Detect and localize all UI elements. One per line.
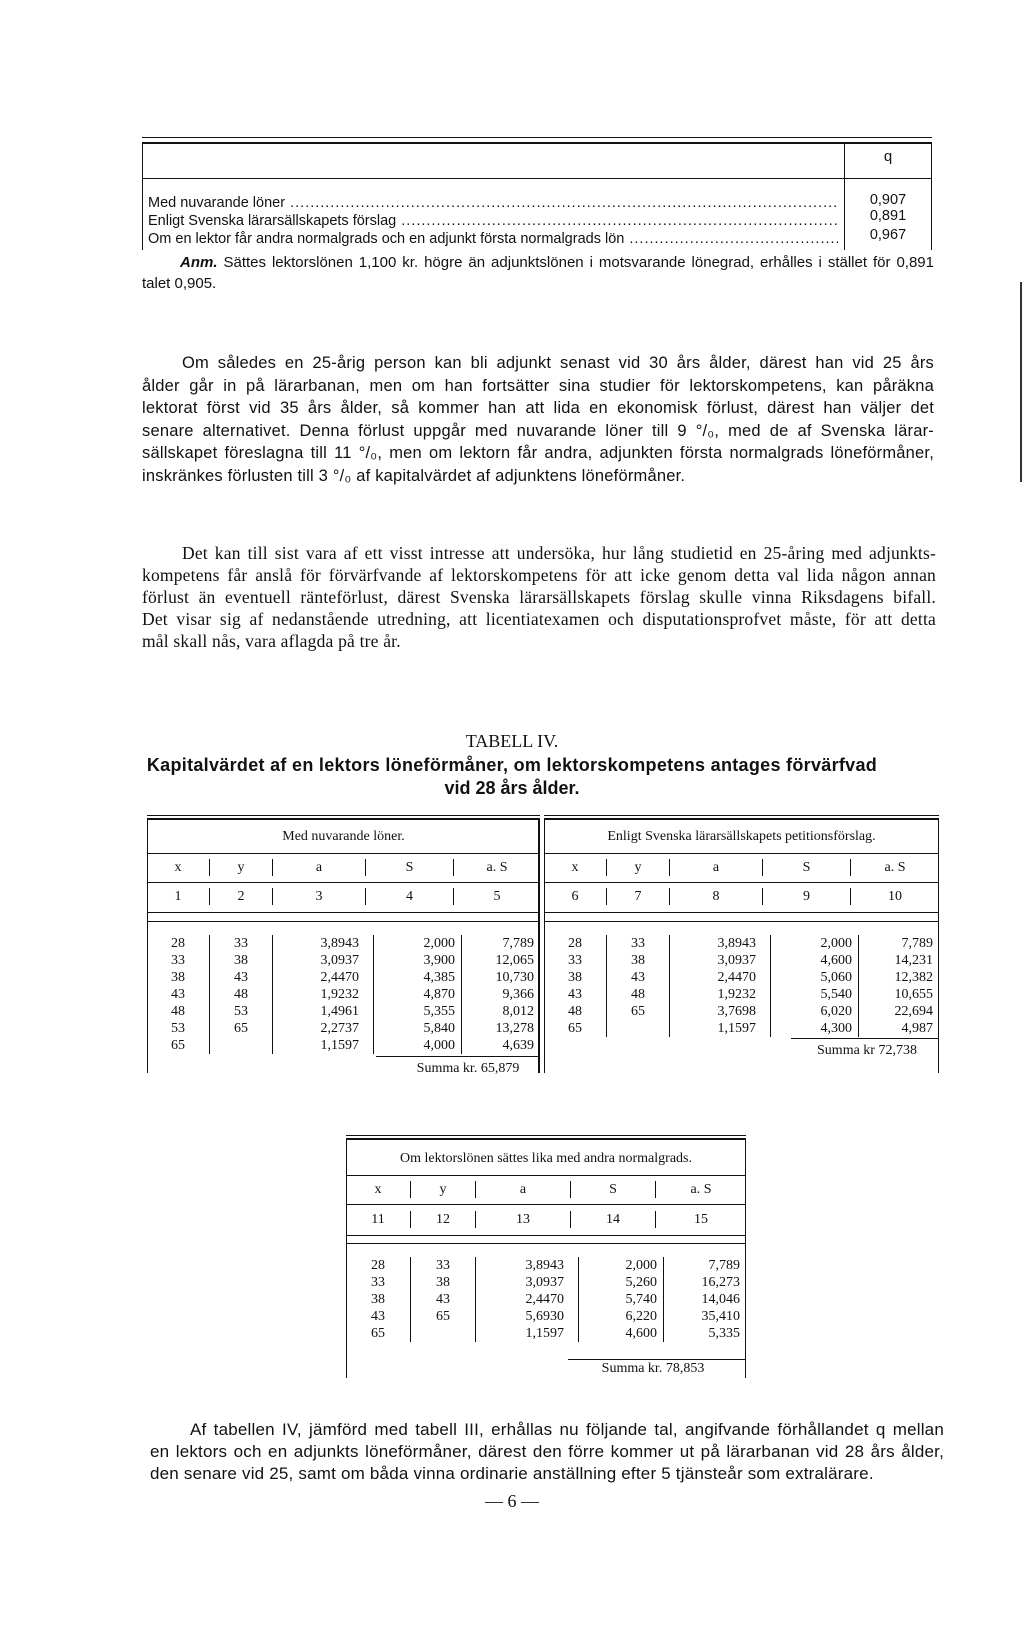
table-row (544, 952, 939, 969)
table-row (346, 1274, 746, 1291)
paragraph-line: Af tabellen IV, jämförd med tabell III, erhållas nu följande tal, angifvande förhållandet q mellan (190, 1420, 944, 1439)
header-cell: a. S (486, 859, 508, 875)
paragraph-line: kompetens får anslå för förvärfvande af lektorskompetens för att icke genom detta val lida någon annan (142, 565, 936, 585)
table-row (346, 1325, 746, 1342)
table-row (147, 969, 540, 986)
table-cell: 33 (607, 935, 670, 952)
table-cell: 14,046 (701, 1291, 740, 1307)
table-cell: 6,220 (579, 1308, 664, 1325)
table-row (147, 986, 540, 1003)
table-cell: 48 (210, 986, 273, 1003)
right-table (544, 815, 939, 1073)
table-cell: 4,385 (374, 969, 462, 986)
table-row (147, 1003, 540, 1020)
table-cell: 1,1597 (476, 1325, 579, 1342)
q-row-label: Enligt Svenska lärarsällskapets förslag ..... (148, 213, 838, 229)
table-cell: 3,0937 (670, 952, 771, 969)
page-number: — 6 — (485, 1491, 539, 1511)
table-cell: 5,840 (374, 1020, 462, 1037)
table-cell (411, 1325, 476, 1342)
table-cell: 5,355 (374, 1003, 462, 1020)
table-cell: 10,730 (495, 969, 534, 985)
table-cell: 65 (210, 1020, 273, 1037)
table-cell (607, 1020, 670, 1037)
table-row (544, 986, 939, 1003)
table-cell: 7,789 (708, 1257, 740, 1273)
table-cell: 43 (147, 986, 210, 1003)
paragraph-line: en lektors och en adjunkts löneförmåner, därest den förre kommer ut på lärarbanan vid 28 års ålder, (150, 1442, 944, 1461)
table-cell: 14,231 (894, 952, 933, 968)
q-table (142, 137, 932, 250)
left-table-header (147, 859, 540, 876)
header-cell: y (411, 1181, 476, 1198)
table-cell: 33 (544, 952, 607, 969)
table-cell: 5,335 (708, 1325, 740, 1341)
table-cell: 4,600 (771, 952, 859, 969)
paragraph-3 (150, 1419, 944, 1485)
table-cell: 28 (544, 935, 607, 952)
table-cell: 38 (346, 1291, 411, 1308)
table-cell: 38 (147, 969, 210, 986)
annotation-note (142, 252, 934, 294)
table-cell: 48 (544, 1003, 607, 1020)
table-row (544, 935, 939, 952)
column-number: 5 (493, 888, 501, 904)
table-cell: 3,0937 (476, 1274, 579, 1291)
table-cell: 43 (544, 986, 607, 1003)
header-cell: x (544, 859, 607, 876)
table-row (544, 1003, 939, 1020)
bottom-table-colnums (346, 1211, 746, 1228)
table-label: TABELL IV. (465, 731, 559, 751)
table-cell: 1,1597 (670, 1020, 771, 1037)
table-cell (210, 1037, 273, 1054)
table-cell: 53 (147, 1020, 210, 1037)
paragraph-line: Det kan till sist vara af ett visst intresse att undersöka, hur lång studietid en 25-åring med adjunkts- (182, 543, 936, 563)
table-cell: 3,0937 (273, 952, 374, 969)
table-cell: 7,789 (502, 935, 534, 951)
anm-text-continued: talet 0,905. (142, 275, 217, 292)
table-cell: 38 (544, 969, 607, 986)
table-cell: 8,012 (502, 1003, 534, 1019)
table-cell: 5,540 (771, 986, 859, 1003)
column-number: 13 (476, 1211, 571, 1228)
bottom-table-header (346, 1181, 746, 1198)
table-cell: 4,987 (901, 1020, 933, 1036)
table-title-continued: vid 28 års ålder. (444, 778, 580, 798)
table-cell: 5,060 (771, 969, 859, 986)
column-number: 6 (544, 888, 607, 905)
table-cell: 48 (607, 986, 670, 1003)
table-row (147, 1020, 540, 1037)
table-cell: 5,740 (579, 1291, 664, 1308)
table-cell: 2,000 (771, 935, 859, 952)
paragraph-line: Om således en 25-årig person kan bli adjunkt senast vid 30 års ålder, därest han vid 25 års (182, 354, 934, 372)
table-cell: 33 (147, 952, 210, 969)
paragraph-line: sällskapet föreslagna till 11 °/₀, men om lektorn får andra, adjunkten första normalgrads löneförmåner, (142, 444, 934, 462)
table-row (544, 1020, 939, 1037)
anm-heading: Anm. (180, 254, 218, 271)
left-table-title: Med nuvarande löner. (282, 829, 405, 844)
header-cell: a. S (884, 859, 906, 875)
right-table-title: Enligt Svenska lärarsällskapets petitionsförslag. (607, 829, 876, 844)
column-number: 11 (346, 1211, 411, 1228)
table-cell: 5,260 (579, 1274, 664, 1291)
table-row (147, 952, 540, 969)
table-cell: 1,1597 (273, 1037, 374, 1054)
paragraph-line: den senare vid 25, samt om båda vinna ordinarie anställning efter 5 tjänsteår som extralärare. (150, 1464, 874, 1483)
paragraph-line: mål skall nås, vara aflagda på tre år. (142, 631, 401, 651)
paragraph-line: Det visar sig af nedanstående utredning, att licentiatexamen och disputationsprofvet måste, för att detta (142, 609, 936, 629)
table-cell: 3,7698 (670, 1003, 771, 1020)
left-table-body (147, 935, 540, 1054)
left-table (147, 815, 540, 1076)
q-row-value: 0,967 (869, 227, 907, 243)
table-cell: 65 (411, 1308, 476, 1325)
left-table-summa: Summa kr. 65,879 (416, 1061, 520, 1076)
q-row-label: Om en lektor får andra normalgrads och en adjunkt första normalgrads lön ..... (148, 231, 838, 247)
header-cell: a. S (690, 1181, 712, 1197)
column-number: 8 (670, 888, 763, 905)
anm-text: Sättes lektorslönen 1,100 kr. högre än adjunktslönen i motsvarande lönegrad, erhålles i stället för 0,891 (223, 254, 934, 271)
table-cell: 35,410 (701, 1308, 740, 1324)
paragraph-line: senare alternativet. Denna förlust uppgår med nuvarande löner till 9 °/₀, med de af Svenska lärar- (142, 421, 934, 440)
left-table-colnums (147, 888, 540, 905)
right-table-summa: Summa kr 72,738 (817, 1043, 917, 1058)
header-cell: a (476, 1181, 571, 1198)
table-cell: 65 (607, 1003, 670, 1020)
table-cell: 16,273 (701, 1274, 740, 1290)
table-row (147, 1037, 540, 1054)
table-cell: 43 (607, 969, 670, 986)
table-cell: 13,278 (495, 1020, 534, 1036)
table-cell: 2,4470 (476, 1291, 579, 1308)
table-cell: 12,382 (894, 969, 933, 985)
table-cell: 3,8943 (476, 1257, 579, 1274)
table-cell: 65 (346, 1325, 411, 1342)
table-cell: 43 (346, 1308, 411, 1325)
table-cell: 38 (607, 952, 670, 969)
header-cell: y (607, 859, 670, 876)
paragraph-line: ålder går in på lärarbanan, men om han fortsätter sina studier för lektorskompetens, kan påräkna (142, 376, 934, 395)
table-cell: 4,639 (502, 1037, 534, 1053)
column-number: 1 (147, 888, 210, 905)
table-cell: 28 (147, 935, 210, 952)
table-cell: 33 (210, 935, 273, 952)
table-cell: 2,000 (374, 935, 462, 952)
table-cell: 4,600 (579, 1325, 664, 1342)
header-cell: a (273, 859, 366, 876)
table-row (147, 935, 540, 952)
column-number: 3 (273, 888, 366, 905)
header-cell: x (147, 859, 210, 876)
paragraph-2 (142, 542, 936, 652)
table-cell: 1,9232 (670, 986, 771, 1003)
header-cell: S (366, 859, 454, 876)
table-cell: 43 (210, 969, 273, 986)
q-row-label: Med nuvarande löner ..... (148, 195, 838, 211)
header-cell: x (346, 1181, 411, 1198)
table-cell: 53 (210, 1003, 273, 1020)
table-cell: 12,065 (495, 952, 534, 968)
table-cell: 4,000 (374, 1037, 462, 1054)
table-cell: 4,300 (771, 1020, 859, 1037)
table-cell: 6,020 (771, 1003, 859, 1020)
table-cell: 38 (411, 1274, 476, 1291)
paragraph-line: lektorat först vid 35 års ålder, så kommer han att lida en ekonomisk förlust, därest han väljer det (142, 399, 934, 417)
table-cell: 48 (147, 1003, 210, 1020)
header-cell: S (571, 1181, 656, 1198)
right-table-header (544, 859, 939, 876)
table-cell: 1,4961 (273, 1003, 374, 1020)
bottom-table-summa: Summa kr. 78,853 (601, 1361, 705, 1376)
right-table-body (544, 935, 939, 1037)
table-cell: 28 (346, 1257, 411, 1274)
table-row (544, 969, 939, 986)
table-row (346, 1308, 746, 1325)
table-cell: 5,6930 (476, 1308, 579, 1325)
column-number: 12 (411, 1211, 476, 1228)
table-title: Kapitalvärdet af en lektors löneförmåner, om lektorskompetens antages förvärfvad (146, 755, 878, 775)
header-cell: y (210, 859, 273, 876)
q-header: q (883, 148, 893, 165)
table-cell: 10,655 (894, 986, 933, 1002)
table-row (346, 1291, 746, 1308)
column-number: 7 (607, 888, 670, 905)
column-number: 4 (366, 888, 454, 905)
table-cell: 33 (346, 1274, 411, 1291)
table-cell: 3,900 (374, 952, 462, 969)
paragraph-line: inskränkes förlusten till 3 °/₀ af kapitalvärdet af adjunktens löneförmåner. (142, 466, 686, 485)
header-cell: S (763, 859, 851, 876)
table-cell: 2,4470 (670, 969, 771, 986)
column-number: 15 (694, 1211, 708, 1227)
table-cell: 65 (147, 1037, 210, 1054)
bottom-table (346, 1135, 746, 1378)
table-row (346, 1257, 746, 1274)
column-number: 14 (571, 1211, 656, 1228)
column-number: 9 (763, 888, 851, 905)
table-cell: 3,8943 (273, 935, 374, 952)
table-cell: 65 (544, 1020, 607, 1037)
q-row-value: 0,907 (869, 192, 907, 208)
table-cell: 43 (411, 1291, 476, 1308)
table-cell: 22,694 (894, 1003, 933, 1019)
table-cell: 2,4470 (273, 969, 374, 986)
table-cell: 38 (210, 952, 273, 969)
table-cell: 7,789 (901, 935, 933, 951)
table-cell: 33 (411, 1257, 476, 1274)
table-cell: 2,000 (579, 1257, 664, 1274)
header-cell: a (670, 859, 763, 876)
paragraph-line: förlust än eventuell ränteförlust, därest Svenska lärarsällskapets förslag skulle vinna Riksdagens bifall. (142, 587, 936, 607)
paragraph-1 (142, 352, 934, 487)
table-cell: 3,8943 (670, 935, 771, 952)
table-cell: 1,9232 (273, 986, 374, 1003)
column-number: 10 (888, 888, 902, 904)
table-cell: 9,366 (502, 986, 534, 1002)
bottom-table-title: Om lektorslönen sättes lika med andra normalgrads. (400, 1151, 692, 1166)
table-cell: 2,2737 (273, 1020, 374, 1037)
table-cell: 4,870 (374, 986, 462, 1003)
column-number: 2 (210, 888, 273, 905)
q-row-value: 0,891 (869, 208, 907, 224)
bottom-table-body (346, 1257, 746, 1342)
scan-edge-mark (1020, 282, 1022, 482)
right-table-colnums (544, 888, 939, 905)
